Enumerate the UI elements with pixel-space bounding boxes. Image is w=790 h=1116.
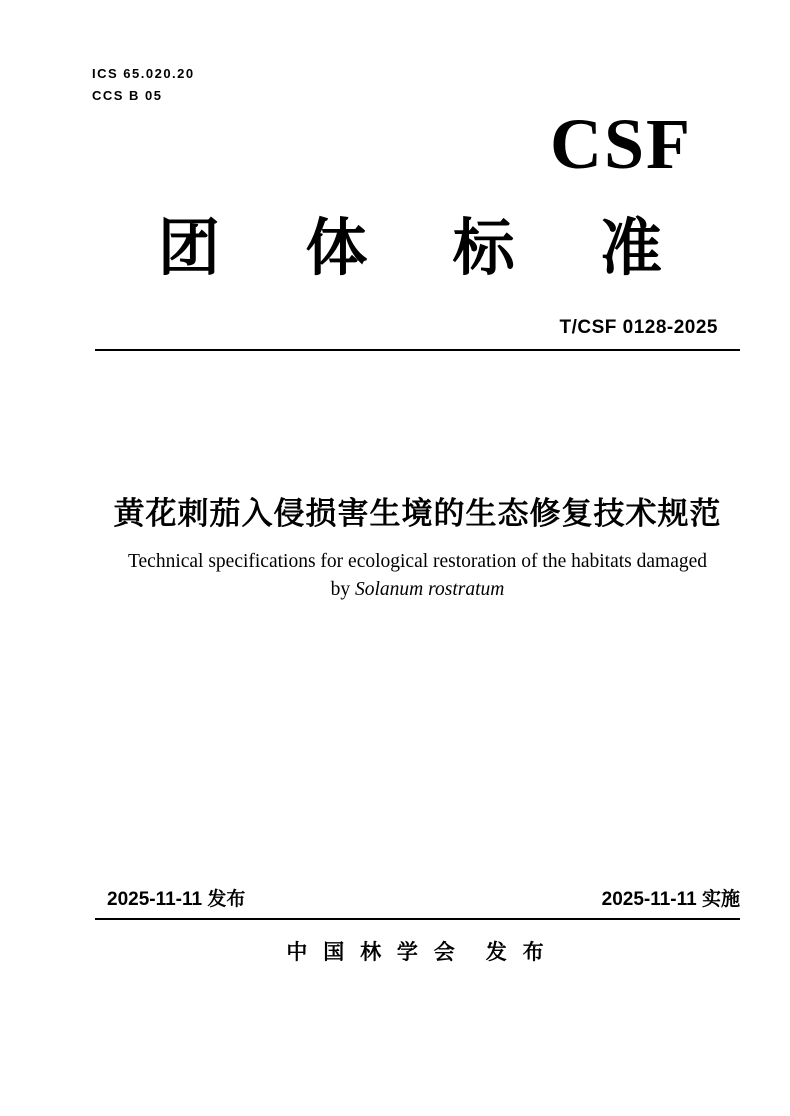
- dates-row: [107, 884, 740, 911]
- standard-number: T/CSF 0128-2025: [559, 317, 718, 338]
- publisher: 中 国 林 学 会 发 布: [286, 941, 549, 964]
- standard-type-char: 体: [305, 214, 368, 283]
- classification-codes: [92, 63, 195, 107]
- title-english-line2-prefix: by: [330, 579, 356, 600]
- ccs-code: CCS B 05: [92, 88, 163, 103]
- implement-date: 2025-11-11 实施: [601, 889, 740, 910]
- standard-type-char: 团: [158, 214, 221, 283]
- species-name: Solanum rostratum: [355, 579, 505, 600]
- standard-type-char: 准: [599, 214, 662, 283]
- ics-code: ICS 65.020.20: [92, 66, 195, 81]
- title-english-line1: Technical specifications for ecological restoration of the habitats damaged: [127, 551, 708, 572]
- csf-logo: CSF: [549, 104, 692, 184]
- standard-type-title: [158, 216, 662, 282]
- standard-type-char: 标: [452, 214, 515, 283]
- publish-date: 2025-11-11 发布: [107, 889, 246, 910]
- footer-rule: [95, 918, 740, 920]
- title-chinese: 黄花刺茄入侵损害生境的生态修复技术规范: [113, 496, 722, 531]
- title-english: [70, 548, 765, 604]
- header-rule: [95, 349, 740, 351]
